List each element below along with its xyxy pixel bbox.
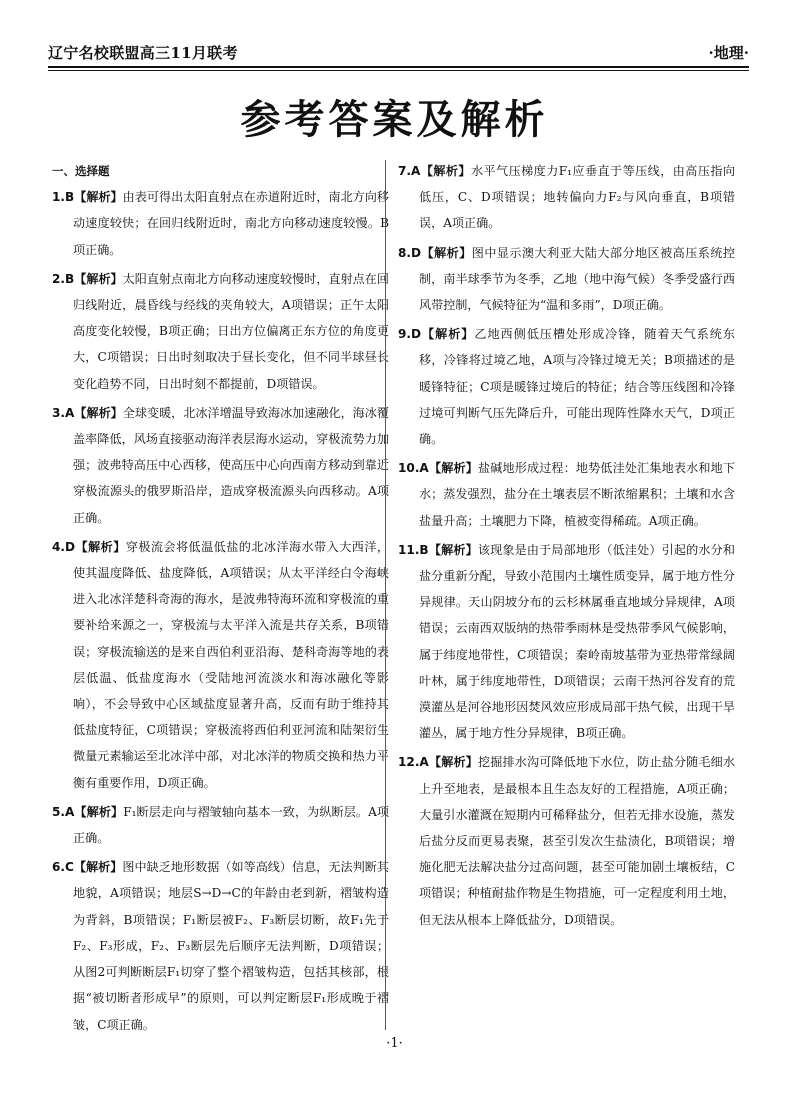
right-answer-list: [398, 158, 735, 933]
answer-number: 3.A: [52, 405, 75, 420]
answer-text: 图中缺乏地形数据（如等高线）信息，无法判断其地貌，A项错误；地层S→D→C的年龄由老到新，褶皱构造为背斜，B项错误；F₁断层被F₂、F₃断层切断，故F₁先于F₂、F₃形成，F₂、F₃断层先后顺序无法判断，D项错误；从图2可判断断层F₁切穿了整个褶皱构造，包括其核部，根据“被切断者形成早”的原则，可以判定断层F₁形成晚于褶皱，C项正确。: [73, 860, 389, 1032]
answer-text: 太阳直射点南北方向移动速度较慢时，直射点在回归线附近，晨昏线与经线的夹角较大，A项错误；正午太阳高度变化较慢，B项正确；日出方位偏离正东方位的角度更大，C项错误；日出时刻取决于昼长变化，但不同半球昼长变化趋势不同，日出时刻不都提前，D项错误。: [73, 271, 389, 391]
answer-number: 7.A: [398, 164, 421, 178]
analysis-tag: 【解析】: [428, 542, 478, 557]
answer-text: 图中显示澳大利亚大陆大部分地区被高压系统控制，南半球季节为冬季，乙地（地中海气候）冬季受盛行西风带控制，气候特征为“温和多雨”，D项正确。: [419, 245, 735, 313]
answer-text: F₁断层走向与褶皱轴向基本一致，为纵断层。A项正确。: [73, 804, 389, 846]
answer-item: [398, 240, 735, 319]
answer-number: 10.A: [398, 461, 429, 476]
answer-item: [52, 266, 389, 397]
answer-item: [52, 799, 389, 851]
answer-number: 5.A: [52, 804, 75, 819]
left-column: [52, 158, 389, 1041]
analysis-tag: 【解析】: [74, 405, 123, 420]
answer-text: 挖掘排水沟可降低地下水位，防止盐分随毛细水上升至地表，是最根本且生态友好的工程措施，A项正确；大量引水灌溉在短期内可稀释盐分，但若无排水设施，蒸发后盐分反而更易表聚，甚至引发次生盐渍化，B项错误；增施化肥无法解决盐分过高问题，甚至可能加剧土壤板结，C项错误；种植耐盐作物是生物措施，可一定程度利用土地，但无法从根本上降低盐分，D项错误。: [419, 755, 735, 927]
page-header: [48, 42, 749, 64]
header-rule-thin: [48, 70, 749, 71]
answer-text: 该现象是由于局部地形（低洼处）引起的水分和盐分重新分配，导致小范围内土壤性质变异，属于地方性分异规律。天山阴坡分布的云杉林属垂直地域分异规律，A项错误；云南西双版纳的热带季雨林是受热带季风气候影响，属于纬度地带性，C项错误；秦岭南坡基带为亚热带常绿阔叶林，属于纬度地带性，D项错误；云南干热河谷发育的荒漠灌丛是河谷地形因焚风效应形成局部干热气候，出现干旱灌丛，属于地方性分异规律，B项正确。: [419, 542, 735, 741]
answer-item: [52, 184, 389, 263]
page-number: ·1·: [386, 1036, 403, 1051]
answer-number: 2.B: [52, 271, 75, 286]
analysis-tag: 【解析】: [428, 461, 478, 476]
left-answer-list: [52, 184, 389, 1038]
answer-number: 1.B: [52, 190, 75, 205]
answer-text: 穿极流会将低温低盐的北冰洋海水带入大西洋，使其温度降低、盐度降低，A项错误；从太平洋经白令海峡进入北冰洋楚科奇海的海水，是波弗特海环流和穿极流的重要补给来源之一，穿极流与太平洋入流是共存关系，B项错误；穿极流输送的是来自西伯利亚沿海、楚科奇海等地的表层低温、低盐度海水（受陆地河流淡水和海冰融化等影响），不会导致中心区域盐度显著升高，反而有助于维持其低盐度特征，C项错误；穿极流将西伯利亚河流和陆架衍生微量元素输运至北冰洋中部，对北冰洋的物质交换和热力平衡有重要作用，D项正确。: [73, 539, 389, 790]
header-subject: ·地理·: [708, 44, 749, 62]
header-rule: [48, 66, 749, 68]
answer-item: [52, 854, 389, 1037]
answer-number: 6.C: [52, 860, 74, 875]
answer-text: 全球变暖，北冰洋增温导致海冰加速融化，海冰覆盖率降低，风场直接驱动海洋表层海水运动，穿极流势力加强；波弗特高压中心西移，使高压中心向西南方移动到靠近穿极流源头的俄罗斯沿岸，造成穿极流源头向西移动。A项正确。: [73, 405, 389, 525]
analysis-tag: 【解析】: [74, 804, 124, 819]
analysis-tag: 【解析】: [420, 164, 471, 178]
section-heading: 一、选择题: [52, 164, 110, 178]
analysis-tag: 【解析】: [428, 755, 478, 770]
right-column: [398, 158, 735, 936]
analysis-tag: 【解析】: [74, 271, 123, 286]
answer-text: 乙地西侧低压槽处形成冷锋，随着天气系统东移，冷锋将过境乙地，A项与冷锋过境无关；B项描述的是暖锋特征；C项是暖锋过境后的特征；结合等压线图和冷锋过境可判断气压先降后升，可能出现阵性降水天气，D项正确。: [419, 327, 735, 447]
analysis-tag: 【解析】: [73, 860, 123, 875]
answer-number: 8.D: [398, 245, 422, 260]
answer-item: [52, 534, 389, 796]
answer-text: 水平气压梯度力F₁应垂直于等压线，由高压指向低压，C、D项错误；地转偏向力F₂与风向垂直，B项错误，A项正确。: [419, 164, 735, 231]
page-title: 参考答案及解析: [240, 97, 549, 143]
answer-number: 12.A: [398, 755, 429, 770]
answer-item: [398, 749, 735, 932]
analysis-tag: 【解析】: [421, 245, 472, 260]
answer-text: 由表可得出太阳直射点在赤道附近时，南北方向移动速度较快；在回归线附近时，南北方向移动速度较慢。B项正确。: [73, 190, 389, 257]
answer-number: 4.D: [52, 539, 76, 554]
header-exam-title: 辽宁名校联盟高三11月联考: [48, 44, 238, 62]
answer-number: 11.B: [398, 542, 429, 557]
answer-item: [398, 158, 735, 237]
answer-text: 盐碱地形成过程：地势低洼处汇集地表水和地下水；蒸发强烈，盐分在土壤表层不断浓缩累积；土壤和水含盐量升高；土壤肥力下降，植被变得稀疏。A项正确。: [419, 461, 735, 528]
answer-item: [52, 400, 389, 531]
analysis-tag: 【解析】: [421, 327, 475, 342]
column-divider: [385, 160, 386, 1030]
analysis-tag: 【解析】: [74, 190, 123, 205]
answer-item: [398, 321, 735, 452]
answer-item: [398, 455, 735, 534]
answer-item: [398, 537, 735, 747]
answer-number: 9.D: [398, 327, 422, 342]
analysis-tag: 【解析】: [75, 539, 126, 554]
